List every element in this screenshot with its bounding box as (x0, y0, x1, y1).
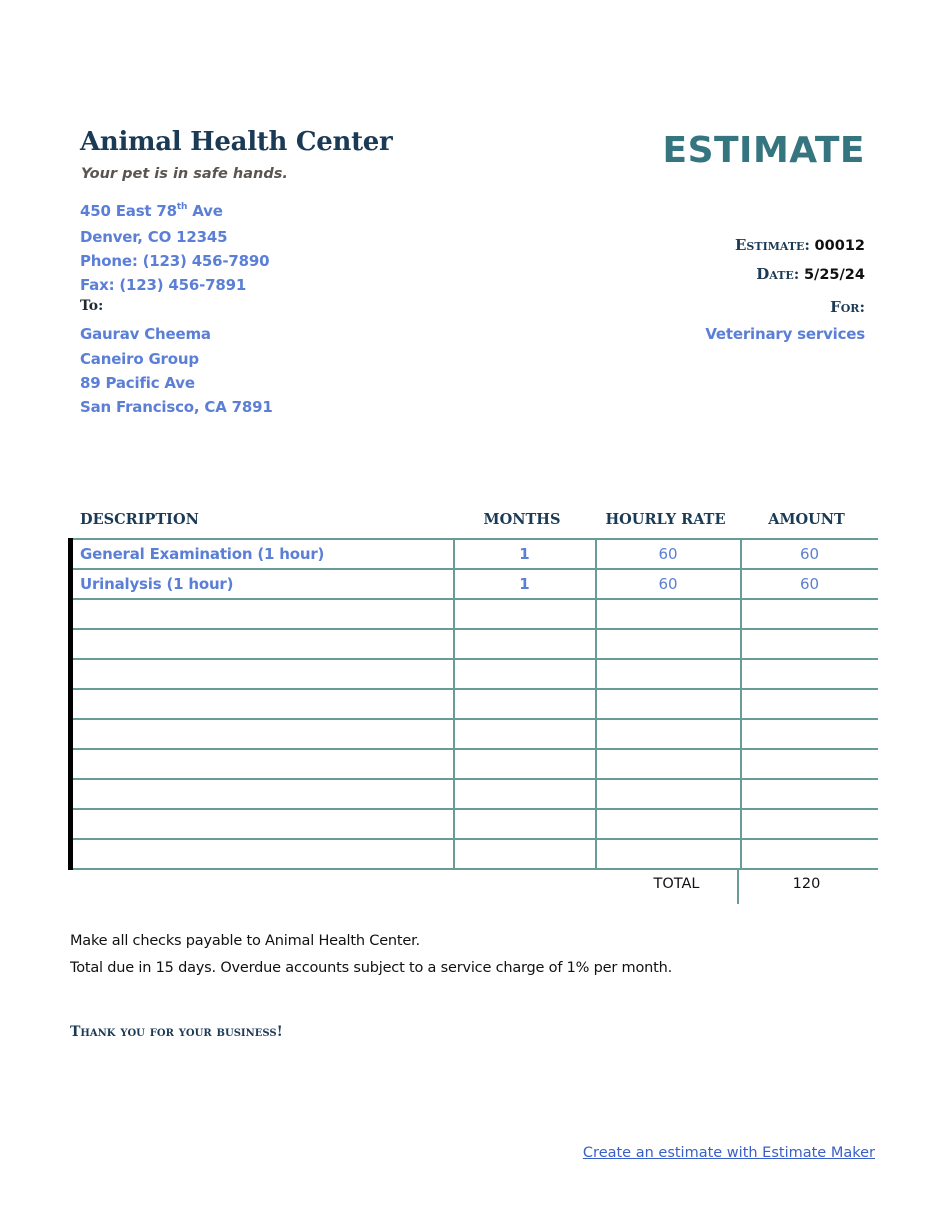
item-amount (741, 809, 878, 839)
to-label: To: (80, 298, 104, 314)
item-months (454, 689, 596, 719)
column-header-description: DESCRIPTION (80, 511, 199, 528)
company-fax: Fax: (123) 456-7891 (80, 276, 247, 294)
item-months (454, 749, 596, 779)
item-months (454, 839, 596, 869)
estimate-number-row (735, 236, 865, 254)
total-value: 120 (792, 876, 821, 892)
total-label: TOTAL (653, 876, 700, 892)
table-row (71, 659, 878, 689)
item-description (71, 659, 454, 689)
item-description (71, 779, 454, 809)
street-suffix: Ave (187, 202, 223, 220)
line-items-table (68, 538, 878, 870)
item-hourly-rate (596, 659, 741, 689)
company-phone: Phone: (123) 456-7890 (80, 252, 270, 270)
table-row (71, 539, 878, 569)
for-label: For: (830, 298, 865, 316)
item-hourly-rate (596, 689, 741, 719)
item-amount (741, 629, 878, 659)
estimate-number-label: Estimate: (735, 236, 810, 254)
item-hourly-rate: 60 (596, 539, 741, 569)
item-months: 1 (454, 569, 596, 599)
street-ordinal: th (176, 202, 188, 212)
item-hourly-rate: 60 (596, 569, 741, 599)
item-amount (741, 839, 878, 869)
column-header-hourly-rate: HOURLY RATE (605, 511, 726, 528)
document-title: ESTIMATE (662, 130, 865, 171)
item-months: 1 (454, 539, 596, 569)
recipient-company: Caneiro Group (80, 350, 199, 368)
thank-you-message: Thank you for your business! (70, 1024, 283, 1040)
recipient-name: Gaurav Cheema (80, 325, 211, 343)
item-amount (741, 719, 878, 749)
item-amount (741, 599, 878, 629)
street-prefix: 450 East 78 (80, 202, 177, 220)
date-label: Date: (756, 265, 800, 283)
item-description (71, 809, 454, 839)
item-description (71, 719, 454, 749)
table-row (71, 689, 878, 719)
item-hourly-rate (596, 629, 741, 659)
item-hourly-rate (596, 719, 741, 749)
item-months (454, 629, 596, 659)
company-address-city: Denver, CO 12345 (80, 228, 228, 246)
column-header-months: MONTHS (483, 511, 561, 528)
item-amount (741, 779, 878, 809)
table-row (71, 749, 878, 779)
item-months (454, 779, 596, 809)
for-row (830, 298, 865, 316)
item-amount: 60 (741, 569, 878, 599)
company-name: Animal Health Center (80, 127, 393, 157)
item-months (454, 809, 596, 839)
item-description (71, 599, 454, 629)
table-row (71, 779, 878, 809)
table-row (71, 839, 878, 869)
item-amount (741, 689, 878, 719)
item-months (454, 659, 596, 689)
item-hourly-rate (596, 839, 741, 869)
item-months (454, 599, 596, 629)
item-description (71, 689, 454, 719)
item-months (454, 719, 596, 749)
item-amount (741, 659, 878, 689)
estimate-number-value: 00012 (814, 238, 865, 254)
item-description (71, 839, 454, 869)
recipient-street: 89 Pacific Ave (80, 374, 195, 392)
table-row (71, 809, 878, 839)
recipient-city: San Francisco, CA 7891 (80, 398, 273, 416)
date-row (756, 265, 865, 283)
column-header-amount: AMOUNT (768, 511, 845, 528)
table-row (71, 569, 878, 599)
terms-note: Total due in 15 days. Overdue accounts subject to a service charge of 1% per month. (70, 960, 673, 976)
item-amount (741, 749, 878, 779)
item-description: General Examination (1 hour) (71, 539, 454, 569)
item-description (71, 749, 454, 779)
item-description: Urinalysis (1 hour) (71, 569, 454, 599)
estimate-maker-link[interactable]: Create an estimate with Estimate Maker (582, 1145, 875, 1161)
item-hourly-rate (596, 779, 741, 809)
company-address-street (80, 202, 223, 220)
item-hourly-rate (596, 749, 741, 779)
item-hourly-rate (596, 599, 741, 629)
item-hourly-rate (596, 809, 741, 839)
table-row (71, 599, 878, 629)
table-row (71, 719, 878, 749)
item-description (71, 629, 454, 659)
table-row (71, 629, 878, 659)
item-amount: 60 (741, 539, 878, 569)
payment-note: Make all checks payable to Animal Health Center. (70, 933, 420, 949)
date-value: 5/25/24 (803, 267, 865, 283)
for-value: Veterinary services (705, 325, 865, 343)
company-tagline: Your pet is in safe hands. (81, 166, 288, 182)
